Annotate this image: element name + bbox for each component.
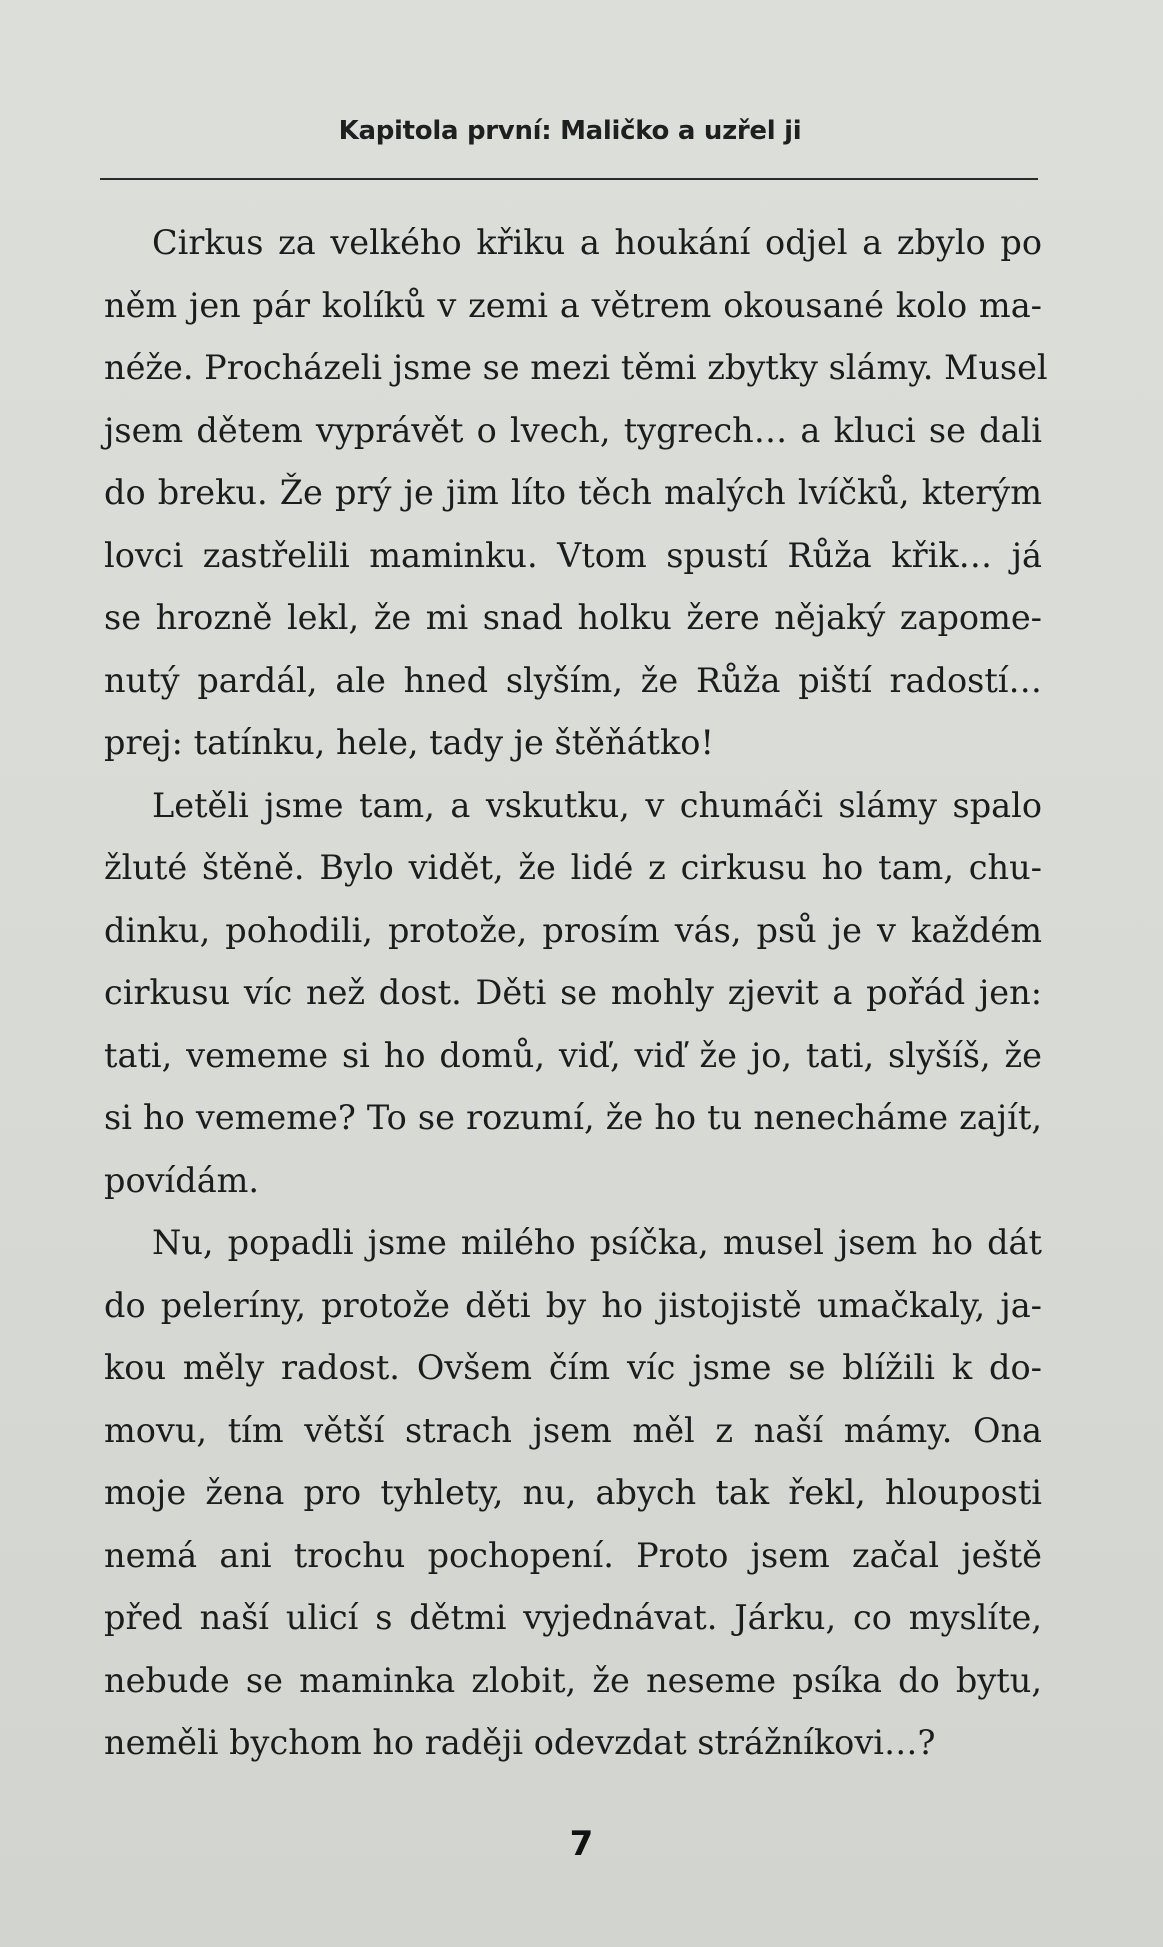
text-line: dinku, pohodili, protože, prosím vás, psů je v každém [104, 910, 1042, 950]
page-number: 7 [569, 1824, 594, 1864]
paragraph-2 [104, 775, 1042, 1213]
paragraph-3 [104, 1212, 1042, 1775]
text-line: nemá ani trochu pochopení. Proto jsem začal ještě [104, 1535, 1042, 1575]
text-line: néže. Procházeli jsme se mezi těmi zbytky slámy. Musel [104, 348, 1048, 387]
paragraph-1 [104, 212, 1048, 775]
text-line: tati, vememe si ho domů, viď, viď že jo, tati, slyšíš, že [104, 1035, 1042, 1075]
text-line: jsem dětem vyprávět o lvech, tygrech… a kluci se dali [104, 410, 1042, 450]
text-line: žluté štěně. Bylo vidět, že lidé z cirkusu ho tam, chu- [104, 848, 1042, 887]
text-line: povídám. [104, 1160, 260, 1200]
text-line: nutý pardál, ale hned slyším, že Růža piští radostí… [104, 660, 1042, 700]
text-line: kou měly radost. Ovšem čím víc jsme se blížili k do- [104, 1348, 1042, 1387]
text-line: do peleríny, protože děti by ho jistojistě umačkaly, ja- [104, 1285, 1042, 1325]
text-line: nebude se maminka zlobit, že neseme psíka do bytu, [104, 1660, 1042, 1700]
text-line: movu, tím větší strach jsem měl z naší mámy. Ona [104, 1410, 1042, 1450]
text-line: se hrozně lekl, že mi snad holku žere nějaký zapome- [104, 598, 1042, 637]
text-line: před naší ulicí s dětmi vyjednávat. Járku, co myslíte, [104, 1598, 1042, 1637]
text-line: moje žena pro tyhlety, nu, abych tak řekl, hlouposti [104, 1473, 1042, 1512]
text-line: Cirkus za velkého křiku a houkání odjel a zbylo po [152, 223, 1042, 262]
text-line: cirkusu víc než dost. Děti se mohly zjevit a pořád jen: [104, 973, 1042, 1012]
text-line: něm jen pár kolíků v zemi a větrem okousané kolo ma- [104, 285, 1042, 325]
text-line: lovci zastřelili maminku. Vtom spustí Růža křik… já [104, 535, 1042, 575]
text-line: si ho vememe? To se rozumí, že ho tu nenecháme zajít, [104, 1098, 1042, 1137]
body-text [104, 212, 1048, 1775]
header-rule [100, 178, 1038, 180]
running-header: Kapitola první: Maličko a uzřel ji [338, 116, 802, 146]
text-line: prej: tatínku, hele, tady je štěňátko! [104, 723, 714, 762]
text-line: neměli bychom ho raději odevzdat strážníkovi…? [104, 1723, 936, 1762]
text-line: Letěli jsme tam, a vskutku, v chumáči slámy spalo [152, 785, 1042, 825]
text-line: do breku. Že prý je jim líto těch malých lvíčků, kterým [104, 473, 1042, 512]
text-line: Nu, popadli jsme milého psíčka, musel jsem ho dát [152, 1223, 1042, 1262]
